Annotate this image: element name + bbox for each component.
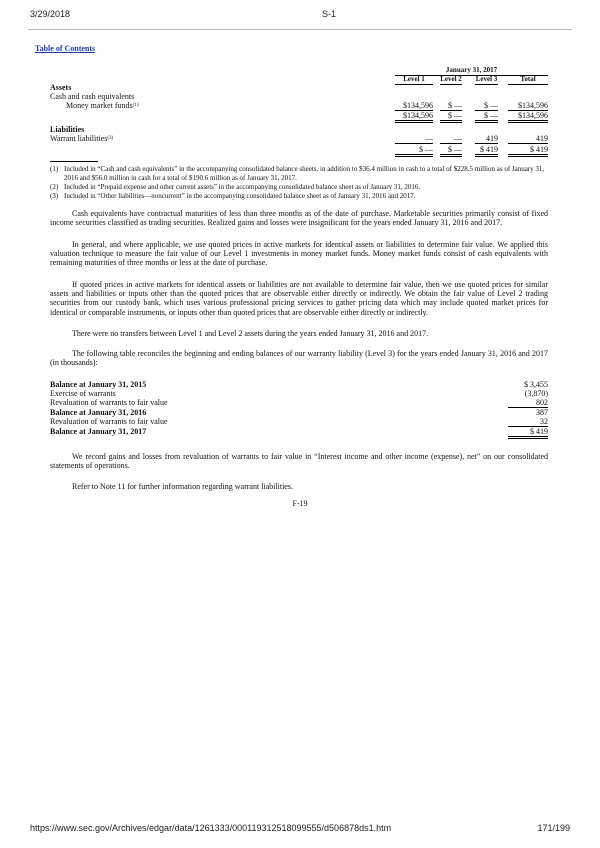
w-total: 419 [508, 134, 548, 144]
paragraph-cash-equivalents: Cash equivalents have contractual maturities of less than three months as of the date of purchase. Marketable securities primarily consist of fixed income securities classified as trading securities. Realized gains and losses were insignificant for the years ended January 31, 2016 and 2017. [50, 209, 548, 228]
col-level1: Level 1 [395, 75, 433, 85]
paragraph-note-11: Refer to Note 11 for further information regarding warrant liabilities. [72, 482, 293, 491]
liab-total-level1: $ — [395, 145, 433, 157]
footnote-2: (2) Included in “Prepaid expense and other current assets” in the accompanying consolidated balance sheet as of January 31, 2016. [50, 183, 421, 191]
liab-total-level3: $ 419 [475, 145, 498, 157]
paragraph-level1: In general, and where applicable, we use quoted prices in active markets for identical assets or liabilities to determine fair value. We applied this valuation technique to measure the fair value of our Level 1 investments in money market funds. Money market funds consist of cash equivalents with remaining maturities of three months or less at the date of purchase. [50, 240, 548, 268]
assets-total-level1: $134,596 [395, 111, 433, 123]
paragraph-level2: If quoted prices in active markets for identical assets or liabilities are not available to determine fair value, then we use quoted prices for similar assets and liabilities or inputs other than the quoted prices that are observable either directly or indirectly. We obtain the fair value of Level 2 trading securities from our custody bank, which uses various professional pricing services to gather pricing data which may include quoted market prices for identical or comparable instruments, or inputs other than quoted prices that are observable either directly or indirectly. [50, 280, 548, 317]
cash-label: Cash and cash equivalents [50, 92, 135, 101]
page-url: https://www.sec.gov/Archives/edgar/data/1261333/000119312518099555/d506878ds1.htm [30, 823, 392, 833]
header-divider [28, 29, 572, 30]
mm-total: $134,596 [508, 101, 548, 111]
footnote-3: (3) Included in “Other liabilities—noncurrent” in the accompanying consolidated balance sheet as of January 31, 2016 and 2017. [50, 192, 416, 200]
recon-value: $ 419 [508, 427, 548, 439]
mm-level2: $ — [440, 101, 462, 111]
liabilities-label: Liabilities [50, 125, 85, 134]
mm-level3: $ — [475, 101, 498, 111]
assets-label: Assets [50, 83, 72, 92]
footnote-1: (1) Included in “Cash and cash equivalents” in the accompanying consolidated balance sheets, in addition to $36.4 million in cash to a total of $228.5 million as of January 31, 2016 and $56.0 million in cash for a total of $190.6 million as of January 31, 2017. [50, 165, 545, 183]
recon-value: 387 [536, 408, 548, 417]
col-level3: Level 3 [475, 75, 498, 83]
mm-level1: $134,596 [395, 101, 433, 111]
print-page-count: 171/199 [537, 823, 570, 833]
w-level3: 419 [475, 134, 498, 144]
w-level1: — [395, 134, 433, 144]
liab-total: $ 419 [508, 145, 548, 157]
recon-label: Balance at January 31, 2015 [50, 380, 147, 389]
period-header: January 31, 2017 [395, 66, 548, 76]
warrant-label: Warrant liabilities$^{(3)}$ [50, 134, 114, 143]
print-title: S-1 [322, 9, 337, 19]
liab-total-level2: $ — [440, 145, 462, 157]
paragraph-gains-losses: We record gains and losses from revaluation of warrants to fair value in “Interest income and other income (expense), net” on our consolidated statements of operations. [50, 452, 548, 471]
recon-label: Revaluation of warrants to fair value [50, 398, 168, 407]
assets-total: $134,596 [508, 111, 548, 123]
recon-label: Balance at January 31, 2016 [50, 408, 147, 417]
paragraph-transfers: There were no transfers between Level 1 and Level 2 assets during the years ended January 31, 2016 and 2017. [72, 329, 429, 338]
recon-label: Revaluation of warrants to fair value [50, 417, 168, 426]
recon-value: $ 3,455 [524, 380, 548, 389]
assets-total-level3: $ — [475, 111, 498, 123]
money-market-label: Money market funds$^{(1)}$ [66, 101, 139, 110]
recon-label: Balance at January 31, 2017 [50, 427, 147, 436]
assets-total-level2: $ — [440, 111, 462, 123]
table-of-contents-link[interactable]: Table of Contents [35, 44, 96, 53]
footnote-rule [50, 161, 98, 162]
recon-value: 802 [508, 398, 548, 408]
paragraph-reconciliation-intro: The following table reconciles the beginning and ending balances of our warranty liability (Level 3) for the years ended January 31, 2016 and 2017 (in thousands): [50, 349, 548, 368]
col-total: Total [508, 75, 548, 85]
recon-value: 32 [508, 417, 548, 427]
recon-label: Exercise of warrants [50, 389, 116, 398]
w-level2: — [440, 134, 462, 144]
recon-value: (3,870) [524, 389, 548, 398]
print-date: 3/29/2018 [30, 9, 71, 19]
page-number: F-19 [292, 499, 308, 508]
col-level2: Level 2 [440, 75, 462, 83]
